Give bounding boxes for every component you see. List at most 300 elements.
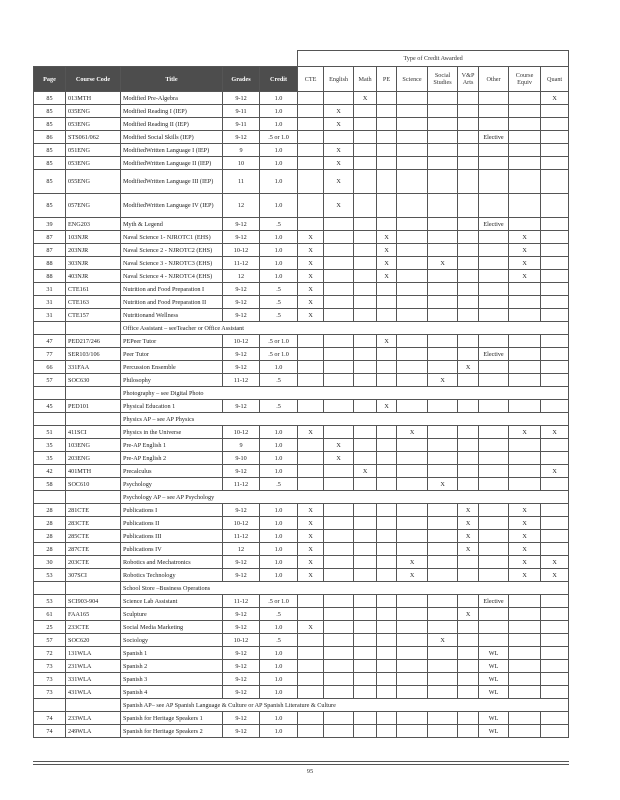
cell-v-p-arts: [458, 439, 479, 452]
cell-english: X: [324, 452, 354, 465]
cell-quant: X: [541, 556, 569, 569]
table-row: [34, 452, 569, 465]
cell-other: [479, 465, 509, 478]
cell-other: [479, 530, 509, 543]
cell-course-equiv: [509, 309, 541, 322]
cell-credit: 1.0: [260, 170, 298, 194]
cell-grades: 10-12: [223, 517, 260, 530]
cell-social-studies: [428, 452, 458, 465]
cell-credit: 1.0: [260, 504, 298, 517]
course-credit-table: [33, 50, 569, 738]
cell-course-code: 103ENG: [66, 439, 121, 452]
cell-other: [479, 170, 509, 194]
cell-course-code: 203NJR: [66, 244, 121, 257]
cell-social-studies: [428, 504, 458, 517]
cell-page: 30: [34, 556, 66, 569]
cell-other: [479, 270, 509, 283]
cell-grades: 9-12: [223, 218, 260, 231]
cell-english: [324, 712, 354, 725]
cell-course-code: 035ENG: [66, 105, 121, 118]
cell-english: [324, 348, 354, 361]
cell-course-code: 331WLA: [66, 673, 121, 686]
column-header-course-code: Course Code: [66, 67, 121, 92]
column-header-page: Page: [34, 67, 66, 92]
cell-social-studies: X: [428, 478, 458, 491]
cell-grades: 9-12: [223, 92, 260, 105]
cell-page: 85: [34, 157, 66, 170]
cell-course-equiv: X: [509, 426, 541, 439]
cell-page: 61: [34, 608, 66, 621]
cell-grades: 9-12: [223, 673, 260, 686]
cell-credit: .5: [260, 296, 298, 309]
cell-course-code: PED217/246: [66, 335, 121, 348]
cell-quant: [541, 673, 569, 686]
column-header-grades: Grades: [223, 67, 260, 92]
table-row: [34, 543, 569, 556]
cell-page: 53: [34, 569, 66, 582]
cell-grades: 9-12: [223, 556, 260, 569]
cell-other: Elective: [479, 348, 509, 361]
cell-social-studies: [428, 270, 458, 283]
cell-pe: [377, 712, 397, 725]
cell-quant: [541, 335, 569, 348]
cell-social-studies: [428, 569, 458, 582]
cell-page: 58: [34, 478, 66, 491]
cell-math: [354, 131, 377, 144]
cell-quant: [541, 244, 569, 257]
cell-social-studies: [428, 556, 458, 569]
cell-science: [397, 712, 428, 725]
cell-other: [479, 569, 509, 582]
cell-page: 31: [34, 283, 66, 296]
cell-grades: 9-12: [223, 712, 260, 725]
cell-quant: [541, 725, 569, 738]
empty-cell: [66, 699, 121, 712]
cell-science: [397, 309, 428, 322]
cell-grades: 9-11: [223, 105, 260, 118]
cell-v-p-arts: [458, 634, 479, 647]
cell-title: Psychology: [121, 478, 223, 491]
table-row: [34, 105, 569, 118]
cell-course-equiv: [509, 621, 541, 634]
cell-course-equiv: [509, 144, 541, 157]
cell-quant: X: [541, 465, 569, 478]
cell-grades: 9-12: [223, 647, 260, 660]
cell-title: Spanish 3: [121, 673, 223, 686]
table-row: [34, 118, 569, 131]
table-row: [34, 309, 569, 322]
cell-other: WL: [479, 673, 509, 686]
cell-math: [354, 144, 377, 157]
cell-grades: 9-12: [223, 725, 260, 738]
cell-math: [354, 194, 377, 218]
cell-v-p-arts: X: [458, 608, 479, 621]
cell-science: [397, 452, 428, 465]
cell-cte: [298, 170, 324, 194]
cell-title: Naval Science 1- NJROTC1 (EHS): [121, 231, 223, 244]
cell-credit: .5 or 1.0: [260, 348, 298, 361]
cell-course-equiv: [509, 595, 541, 608]
cell-math: [354, 517, 377, 530]
cell-title: Science Lab Assistant: [121, 595, 223, 608]
cell-math: [354, 634, 377, 647]
cell-english: [324, 426, 354, 439]
cell-grades: 12: [223, 270, 260, 283]
cell-course-code: 287CTE: [66, 543, 121, 556]
cell-cte: [298, 335, 324, 348]
cell-cte: [298, 218, 324, 231]
table-row: [34, 530, 569, 543]
cell-math: [354, 504, 377, 517]
cell-social-studies: [428, 194, 458, 218]
cell-course-equiv: [509, 374, 541, 387]
cell-science: [397, 283, 428, 296]
cell-course-code: 411SCI: [66, 426, 121, 439]
cell-grades: 10-12: [223, 634, 260, 647]
cell-social-studies: [428, 309, 458, 322]
cell-v-p-arts: [458, 335, 479, 348]
cell-math: [354, 118, 377, 131]
cell-course-code: 051ENG: [66, 144, 121, 157]
cell-science: [397, 92, 428, 105]
cell-science: [397, 530, 428, 543]
cell-v-p-arts: X: [458, 530, 479, 543]
table-row: [34, 569, 569, 582]
cell-v-p-arts: [458, 452, 479, 465]
cell-course-code: 053ENG: [66, 157, 121, 170]
table-body: [34, 92, 569, 738]
cell-english: [324, 686, 354, 699]
cell-course-equiv: X: [509, 556, 541, 569]
cell-other: [479, 231, 509, 244]
table-row: [34, 712, 569, 725]
cell-social-studies: [428, 517, 458, 530]
cell-course-code: 233WLA: [66, 712, 121, 725]
cell-english: [324, 543, 354, 556]
cell-math: [354, 270, 377, 283]
cell-english: [324, 621, 354, 634]
cell-other: WL: [479, 686, 509, 699]
cell-social-studies: [428, 296, 458, 309]
cell-course-equiv: X: [509, 244, 541, 257]
cell-quant: [541, 257, 569, 270]
table-row: [34, 686, 569, 699]
cell-pe: X: [377, 400, 397, 413]
cell-cte: [298, 144, 324, 157]
cell-v-p-arts: [458, 569, 479, 582]
cell-social-studies: [428, 465, 458, 478]
cell-other: Elective: [479, 131, 509, 144]
cell-v-p-arts: [458, 725, 479, 738]
cell-grades: 9-12: [223, 569, 260, 582]
cell-course-code: CTE157: [66, 309, 121, 322]
cell-quant: [541, 231, 569, 244]
table-row: [34, 335, 569, 348]
cell-science: [397, 105, 428, 118]
cell-math: [354, 478, 377, 491]
cell-credit: 1.0: [260, 569, 298, 582]
cell-course-equiv: X: [509, 504, 541, 517]
cell-page: 39: [34, 218, 66, 231]
super-header-row: [34, 51, 569, 67]
cell-math: [354, 374, 377, 387]
cell-course-code: CTE161: [66, 283, 121, 296]
cell-science: [397, 660, 428, 673]
empty-cell: [66, 322, 121, 335]
cell-v-p-arts: [458, 595, 479, 608]
cell-page: 31: [34, 296, 66, 309]
cell-english: [324, 504, 354, 517]
table-row-note: [34, 491, 569, 504]
cell-credit: 1.0: [260, 144, 298, 157]
cell-pe: [377, 660, 397, 673]
cell-course-code: FAA165: [66, 608, 121, 621]
cell-v-p-arts: [458, 686, 479, 699]
cell-page: 73: [34, 686, 66, 699]
table-row-note: [34, 582, 569, 595]
cell-cte: [298, 478, 324, 491]
cell-grades: 12: [223, 194, 260, 218]
cell-science: [397, 335, 428, 348]
cell-social-studies: [428, 144, 458, 157]
cell-v-p-arts: [458, 673, 479, 686]
cell-grades: 11-12: [223, 257, 260, 270]
cell-english: X: [324, 194, 354, 218]
cell-math: [354, 686, 377, 699]
cell-cte: X: [298, 296, 324, 309]
cell-science: [397, 465, 428, 478]
cell-cte: [298, 194, 324, 218]
cell-pe: [377, 439, 397, 452]
cell-grades: 9-12: [223, 361, 260, 374]
cell-title: Modified Pre-Algebra: [121, 92, 223, 105]
cell-v-p-arts: [458, 660, 479, 673]
cell-course-equiv: [509, 400, 541, 413]
cell-science: [397, 361, 428, 374]
cell-other: [479, 92, 509, 105]
cell-title: ModifiedWritten Language IV (IEP): [121, 194, 223, 218]
cell-grades: 10-12: [223, 335, 260, 348]
empty-cell: [34, 699, 66, 712]
cell-title: Spanish 1: [121, 647, 223, 660]
cell-quant: [541, 504, 569, 517]
cell-title: Physics in the Universe: [121, 426, 223, 439]
cell-title: ModifiedWritten Language III (IEP): [121, 170, 223, 194]
cell-cte: [298, 105, 324, 118]
cell-science: [397, 194, 428, 218]
cell-course-code: SOC610: [66, 478, 121, 491]
cell-course-code: 131WLA: [66, 647, 121, 660]
cell-credit: 1.0: [260, 647, 298, 660]
cell-grades: 9-12: [223, 608, 260, 621]
cell-math: [354, 257, 377, 270]
table-row: [34, 144, 569, 157]
cell-grades: 10: [223, 157, 260, 170]
cell-page: 53: [34, 595, 66, 608]
cell-math: [354, 725, 377, 738]
cell-english: [324, 595, 354, 608]
cell-cte: [298, 595, 324, 608]
table-row: [34, 634, 569, 647]
cell-course-code: SER103/106: [66, 348, 121, 361]
table-row: [34, 647, 569, 660]
cell-title: ModifiedWritten Language II (IEP): [121, 157, 223, 170]
table-row-note: [34, 387, 569, 400]
cell-v-p-arts: [458, 309, 479, 322]
cell-course-code: ENG203: [66, 218, 121, 231]
cell-other: [479, 296, 509, 309]
cell-title: Publications III: [121, 530, 223, 543]
cell-english: [324, 608, 354, 621]
cell-pe: [377, 634, 397, 647]
cell-page: 45: [34, 400, 66, 413]
cell-page: 42: [34, 465, 66, 478]
cell-quant: X: [541, 569, 569, 582]
cell-cte: X: [298, 556, 324, 569]
table-row: [34, 595, 569, 608]
cell-page: 86: [34, 131, 66, 144]
cell-cte: X: [298, 257, 324, 270]
cell-quant: [541, 361, 569, 374]
empty-cell: [66, 491, 121, 504]
cell-credit: 1.0: [260, 157, 298, 170]
cell-english: [324, 660, 354, 673]
column-header-social-studies: Social Studies: [428, 67, 458, 92]
cell-credit: .5 or 1.0: [260, 595, 298, 608]
cell-science: [397, 257, 428, 270]
cell-pe: [377, 283, 397, 296]
cell-course-code: 057ENG: [66, 194, 121, 218]
cell-social-studies: [428, 530, 458, 543]
cell-v-p-arts: [458, 270, 479, 283]
cell-page: 28: [34, 530, 66, 543]
cell-quant: [541, 283, 569, 296]
cell-science: [397, 673, 428, 686]
cell-v-p-arts: [458, 400, 479, 413]
cell-science: [397, 725, 428, 738]
cell-social-studies: [428, 400, 458, 413]
cell-other: [479, 118, 509, 131]
cell-grades: 9-11: [223, 118, 260, 131]
empty-cell: [66, 582, 121, 595]
cell-cte: X: [298, 426, 324, 439]
cell-cte: X: [298, 621, 324, 634]
cell-credit: .5: [260, 634, 298, 647]
cell-page: 85: [34, 105, 66, 118]
cell-credit: 1.0: [260, 439, 298, 452]
column-header-v-p-arts: V&P Arts: [458, 67, 479, 92]
cell-pe: X: [377, 257, 397, 270]
cell-credit: 1.0: [260, 712, 298, 725]
cell-course-equiv: X: [509, 569, 541, 582]
cell-cte: X: [298, 231, 324, 244]
cell-pe: [377, 556, 397, 569]
cell-course-code: 103NJR: [66, 231, 121, 244]
cell-page: 28: [34, 504, 66, 517]
cell-pe: [377, 725, 397, 738]
cell-english: [324, 374, 354, 387]
cell-other: [479, 105, 509, 118]
cell-other: [479, 194, 509, 218]
cell-course-equiv: [509, 686, 541, 699]
credit-type-heading: Type of Credit Awarded: [298, 51, 569, 67]
cell-science: [397, 144, 428, 157]
cell-quant: [541, 595, 569, 608]
cell-v-p-arts: [458, 157, 479, 170]
table-row: [34, 725, 569, 738]
cell-science: [397, 296, 428, 309]
cell-other: [479, 543, 509, 556]
cell-science: [397, 374, 428, 387]
cell-english: [324, 725, 354, 738]
cell-course-equiv: [509, 660, 541, 673]
cell-grades: 12: [223, 543, 260, 556]
cell-math: [354, 309, 377, 322]
cell-english: X: [324, 157, 354, 170]
cell-science: X: [397, 426, 428, 439]
empty-cell: [34, 491, 66, 504]
table-row: [34, 608, 569, 621]
cell-english: X: [324, 105, 354, 118]
cell-page: 74: [34, 712, 66, 725]
cell-english: [324, 400, 354, 413]
cell-other: [479, 144, 509, 157]
cell-v-p-arts: X: [458, 504, 479, 517]
cell-grades: 9-12: [223, 621, 260, 634]
cell-course-equiv: [509, 296, 541, 309]
cell-pe: X: [377, 335, 397, 348]
cell-other: [479, 517, 509, 530]
cell-v-p-arts: [458, 478, 479, 491]
table-row: [34, 218, 569, 231]
cell-pe: X: [377, 270, 397, 283]
cell-page: 28: [34, 543, 66, 556]
cell-title: Robotics and Mechatronics: [121, 556, 223, 569]
cell-credit: 1.0: [260, 543, 298, 556]
cell-cte: X: [298, 569, 324, 582]
cell-credit: 1.0: [260, 270, 298, 283]
cell-math: [354, 621, 377, 634]
cell-title: Nutrition and Food Preparation I: [121, 283, 223, 296]
cell-quant: [541, 194, 569, 218]
cell-other: Elective: [479, 595, 509, 608]
cell-grades: 9: [223, 144, 260, 157]
cell-science: [397, 270, 428, 283]
cell-english: X: [324, 144, 354, 157]
cell-science: [397, 647, 428, 660]
cell-social-studies: [428, 543, 458, 556]
cell-science: [397, 595, 428, 608]
cell-cte: [298, 712, 324, 725]
cell-v-p-arts: [458, 621, 479, 634]
cell-quant: [541, 348, 569, 361]
cell-other: [479, 257, 509, 270]
cell-course-code: 013MTH: [66, 92, 121, 105]
cell-quant: [541, 530, 569, 543]
cell-quant: [541, 452, 569, 465]
cell-pe: [377, 608, 397, 621]
cell-cte: X: [298, 270, 324, 283]
cell-cte: [298, 348, 324, 361]
cell-social-studies: [428, 608, 458, 621]
cell-page: 51: [34, 426, 66, 439]
cell-cte: [298, 361, 324, 374]
cell-page: 35: [34, 439, 66, 452]
table-row: [34, 92, 569, 105]
cell-credit: 1.0: [260, 194, 298, 218]
cell-english: [324, 530, 354, 543]
cell-other: [479, 621, 509, 634]
